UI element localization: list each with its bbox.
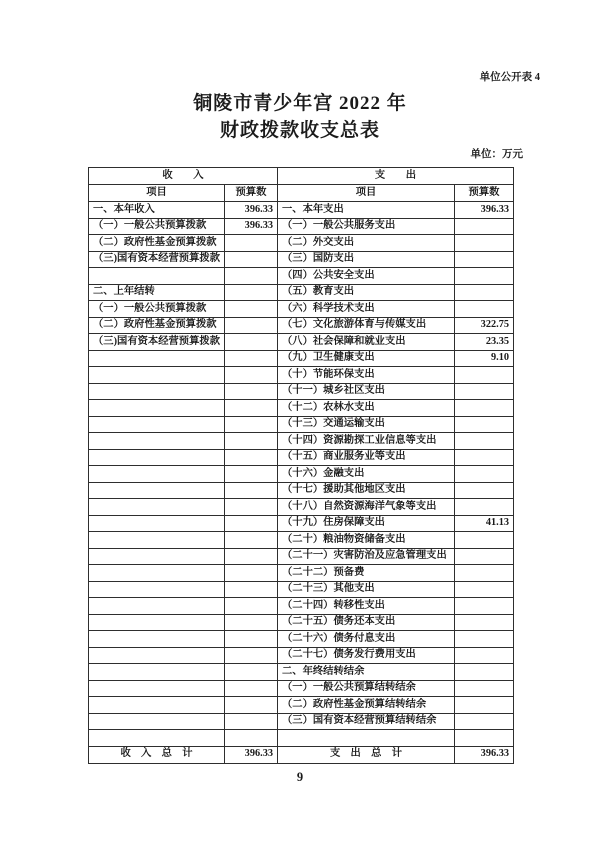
document-title	[0, 90, 600, 144]
income-item-cell	[89, 680, 225, 697]
income-value-cell	[225, 251, 278, 268]
expense-item-cell: （二十二）预备费	[278, 565, 455, 582]
expense-value-cell	[455, 235, 514, 252]
income-value-cell	[225, 433, 278, 450]
income-value-cell	[225, 697, 278, 714]
expense-value-cell	[455, 367, 514, 384]
table-row	[89, 218, 514, 235]
expense-item-cell: （二十五）债务还本支出	[278, 614, 455, 631]
table-row	[89, 631, 514, 648]
table-row	[89, 565, 514, 582]
table-row	[89, 433, 514, 450]
table-row	[89, 317, 514, 334]
expense-value-cell	[455, 730, 514, 747]
expense-item-cell: （一）一般公共预算结转结余	[278, 680, 455, 697]
income-item-cell: （一）一般公共预算拨款	[89, 301, 225, 318]
expense-value-cell	[455, 565, 514, 582]
table-row	[89, 647, 514, 664]
table-row	[89, 350, 514, 367]
income-value-cell	[225, 383, 278, 400]
expense-value-cell	[455, 301, 514, 318]
income-value-cell	[225, 499, 278, 516]
table-row	[89, 400, 514, 417]
income-item-cell	[89, 482, 225, 499]
income-value-cell	[225, 284, 278, 301]
income-item-cell	[89, 400, 225, 417]
expense-item-cell: 二、年终结转结余	[278, 664, 455, 681]
expense-item-cell: （十八）自然资源海洋气象等支出	[278, 499, 455, 516]
income-item-cell	[89, 565, 225, 582]
income-item-cell: （二）政府性基金预算拨款	[89, 317, 225, 334]
page-number: 9	[296, 770, 304, 784]
income-value-cell	[225, 367, 278, 384]
table-row	[89, 466, 514, 483]
expense-value-cell	[455, 449, 514, 466]
expense-value-cell	[455, 713, 514, 730]
expense-item-cell: （二十）粮油物资储备支出	[278, 532, 455, 549]
income-value-cell	[225, 466, 278, 483]
expense-item-cell: 一、本年支出	[278, 202, 455, 219]
table-row	[89, 548, 514, 565]
expense-item-cell: （十五）商业服务业等支出	[278, 449, 455, 466]
expense-item-cell: （十三）交通运输支出	[278, 416, 455, 433]
income-item-cell	[89, 449, 225, 466]
income-value-cell: 396.33	[225, 202, 278, 219]
corner-note: 单位公开表 4	[479, 72, 540, 83]
expense-item-cell: （一）一般公共服务支出	[278, 218, 455, 235]
table-row	[89, 614, 514, 631]
income-value-cell	[225, 515, 278, 532]
expense-item-cell: （二十六）债务付息支出	[278, 631, 455, 648]
income-value-cell	[225, 449, 278, 466]
expense-value-cell	[455, 251, 514, 268]
expense-item-cell: （四）公共安全支出	[278, 268, 455, 285]
table-row	[89, 515, 514, 532]
table-row	[89, 284, 514, 301]
expense-item-cell: （二）政府性基金预算结转结余	[278, 697, 455, 714]
income-item-cell: （一）一般公共预算拨款	[89, 218, 225, 235]
expense-item-cell: （三）国有资本经营预算结转结余	[278, 713, 455, 730]
income-value-cell	[225, 317, 278, 334]
income-value-cell	[225, 416, 278, 433]
expense-item-cell: （二十三）其他支出	[278, 581, 455, 598]
income-section-header: 收 入	[89, 168, 278, 185]
income-value-cell	[225, 614, 278, 631]
income-item-cell	[89, 433, 225, 450]
expense-item-cell: （八）社会保障和就业支出	[278, 334, 455, 351]
table-row	[89, 367, 514, 384]
table-row	[89, 680, 514, 697]
expense-item-cell: （十四）资源勘探工业信息等支出	[278, 433, 455, 450]
income-item-cell	[89, 647, 225, 664]
table-row	[89, 383, 514, 400]
expense-value-cell	[455, 631, 514, 648]
income-item-cell	[89, 350, 225, 367]
income-value-cell	[225, 664, 278, 681]
table-row	[89, 301, 514, 318]
income-item-cell	[89, 466, 225, 483]
income-value-cell	[225, 301, 278, 318]
income-item-cell	[89, 268, 225, 285]
expense-value-cell	[455, 383, 514, 400]
expense-value-cell	[455, 284, 514, 301]
table-row	[89, 598, 514, 615]
income-item-cell	[89, 614, 225, 631]
income-item-cell	[89, 598, 225, 615]
table-row	[89, 664, 514, 681]
income-item-cell	[89, 416, 225, 433]
expense-value-cell: 396.33	[455, 202, 514, 219]
income-item-cell	[89, 367, 225, 384]
expense-value-cell	[455, 218, 514, 235]
expense-value-cell	[455, 664, 514, 681]
expense-item-cell: （十六）金融支出	[278, 466, 455, 483]
income-value-cell	[225, 565, 278, 582]
table-row	[89, 482, 514, 499]
expense-value-cell	[455, 499, 514, 516]
table-row	[89, 730, 514, 747]
income-total-label: 收 入 总 计	[89, 746, 225, 763]
expense-item-cell: （十）节能环保支出	[278, 367, 455, 384]
expense-value-cell	[455, 400, 514, 417]
expense-item-cell: （六）科学技术支出	[278, 301, 455, 318]
income-item-cell	[89, 383, 225, 400]
table-row	[89, 334, 514, 351]
expense-value-cell: 9.10	[455, 350, 514, 367]
income-budget-column-header: 预算数	[225, 185, 278, 202]
table-row	[89, 202, 514, 219]
income-item-cell: （二）政府性基金预算拨款	[89, 235, 225, 252]
expense-item-cell: （五）教育支出	[278, 284, 455, 301]
expense-value-cell	[455, 614, 514, 631]
expense-item-cell	[278, 730, 455, 747]
expense-value-cell	[455, 532, 514, 549]
income-item-cell	[89, 664, 225, 681]
income-item-cell: （三)国有资本经营预算拨款	[89, 334, 225, 351]
expense-value-cell	[455, 598, 514, 615]
income-item-cell	[89, 713, 225, 730]
income-item-column-header: 项目	[89, 185, 225, 202]
expense-value-cell	[455, 697, 514, 714]
income-value-cell	[225, 581, 278, 598]
expense-total-label: 支 出 总 计	[278, 746, 455, 763]
table-row	[89, 581, 514, 598]
table-row	[89, 235, 514, 252]
income-item-cell: （三)国有资本经营预算拨款	[89, 251, 225, 268]
income-value-cell	[225, 730, 278, 747]
income-value-cell	[225, 631, 278, 648]
income-value-cell	[225, 268, 278, 285]
expense-total-value: 396.33	[455, 746, 514, 763]
budget-table	[88, 167, 514, 764]
income-value-cell	[225, 598, 278, 615]
income-item-cell	[89, 631, 225, 648]
income-value-cell	[225, 350, 278, 367]
expense-value-cell	[455, 581, 514, 598]
document-title-line1: 铜陵市青少年宫 2022 年	[193, 93, 407, 114]
table-row	[89, 713, 514, 730]
income-total-value: 396.33	[225, 746, 278, 763]
table-row	[89, 697, 514, 714]
expense-value-cell	[455, 416, 514, 433]
expense-item-cell: （二十七）债务发行费用支出	[278, 647, 455, 664]
expense-item-cell: （十一）城乡社区支出	[278, 383, 455, 400]
income-value-cell	[225, 647, 278, 664]
income-value-cell	[225, 548, 278, 565]
income-item-cell	[89, 730, 225, 747]
income-value-cell: 396.33	[225, 218, 278, 235]
total-row	[89, 746, 514, 763]
income-item-cell	[89, 532, 225, 549]
expense-budget-column-header: 预算数	[455, 185, 514, 202]
table-row	[89, 416, 514, 433]
expense-value-cell	[455, 548, 514, 565]
section-header-row	[89, 168, 514, 185]
expense-value-cell: 322.75	[455, 317, 514, 334]
expense-value-cell: 41.13	[455, 515, 514, 532]
expense-section-header: 支 出	[278, 168, 514, 185]
income-item-cell: 一、本年收入	[89, 202, 225, 219]
expense-value-cell	[455, 433, 514, 450]
table-body	[89, 202, 514, 747]
document-title-line2: 财政拨款收支总表	[219, 120, 380, 141]
expense-value-cell	[455, 647, 514, 664]
expense-item-cell: （二十一）灾害防治及应急管理支出	[278, 548, 455, 565]
expense-item-column-header: 项目	[278, 185, 455, 202]
income-value-cell	[225, 713, 278, 730]
expense-item-cell: （九）卫生健康支出	[278, 350, 455, 367]
column-header-row	[89, 185, 514, 202]
income-value-cell	[225, 680, 278, 697]
income-value-cell	[225, 400, 278, 417]
income-item-cell	[89, 697, 225, 714]
income-item-cell	[89, 581, 225, 598]
table-row	[89, 532, 514, 549]
expense-value-cell	[455, 680, 514, 697]
unit-note: 单位：万元	[470, 149, 523, 160]
income-item-cell: 二、上年结转	[89, 284, 225, 301]
income-value-cell	[225, 532, 278, 549]
expense-value-cell: 23.35	[455, 334, 514, 351]
expense-item-cell: （二）外交支出	[278, 235, 455, 252]
table-row	[89, 268, 514, 285]
expense-value-cell	[455, 268, 514, 285]
income-value-cell	[225, 334, 278, 351]
income-item-cell	[89, 499, 225, 516]
expense-item-cell: （十九）住房保障支出	[278, 515, 455, 532]
income-item-cell	[89, 515, 225, 532]
income-item-cell	[89, 548, 225, 565]
expense-item-cell: （十七）援助其他地区支出	[278, 482, 455, 499]
table-row	[89, 499, 514, 516]
table-row	[89, 251, 514, 268]
expense-item-cell: （十二）农林水支出	[278, 400, 455, 417]
income-value-cell	[225, 235, 278, 252]
expense-item-cell: （七）文化旅游体育与传媒支出	[278, 317, 455, 334]
table-row	[89, 449, 514, 466]
expense-value-cell	[455, 466, 514, 483]
expense-item-cell: （三）国防支出	[278, 251, 455, 268]
expense-value-cell	[455, 482, 514, 499]
income-value-cell	[225, 482, 278, 499]
expense-item-cell: （二十四）转移性支出	[278, 598, 455, 615]
